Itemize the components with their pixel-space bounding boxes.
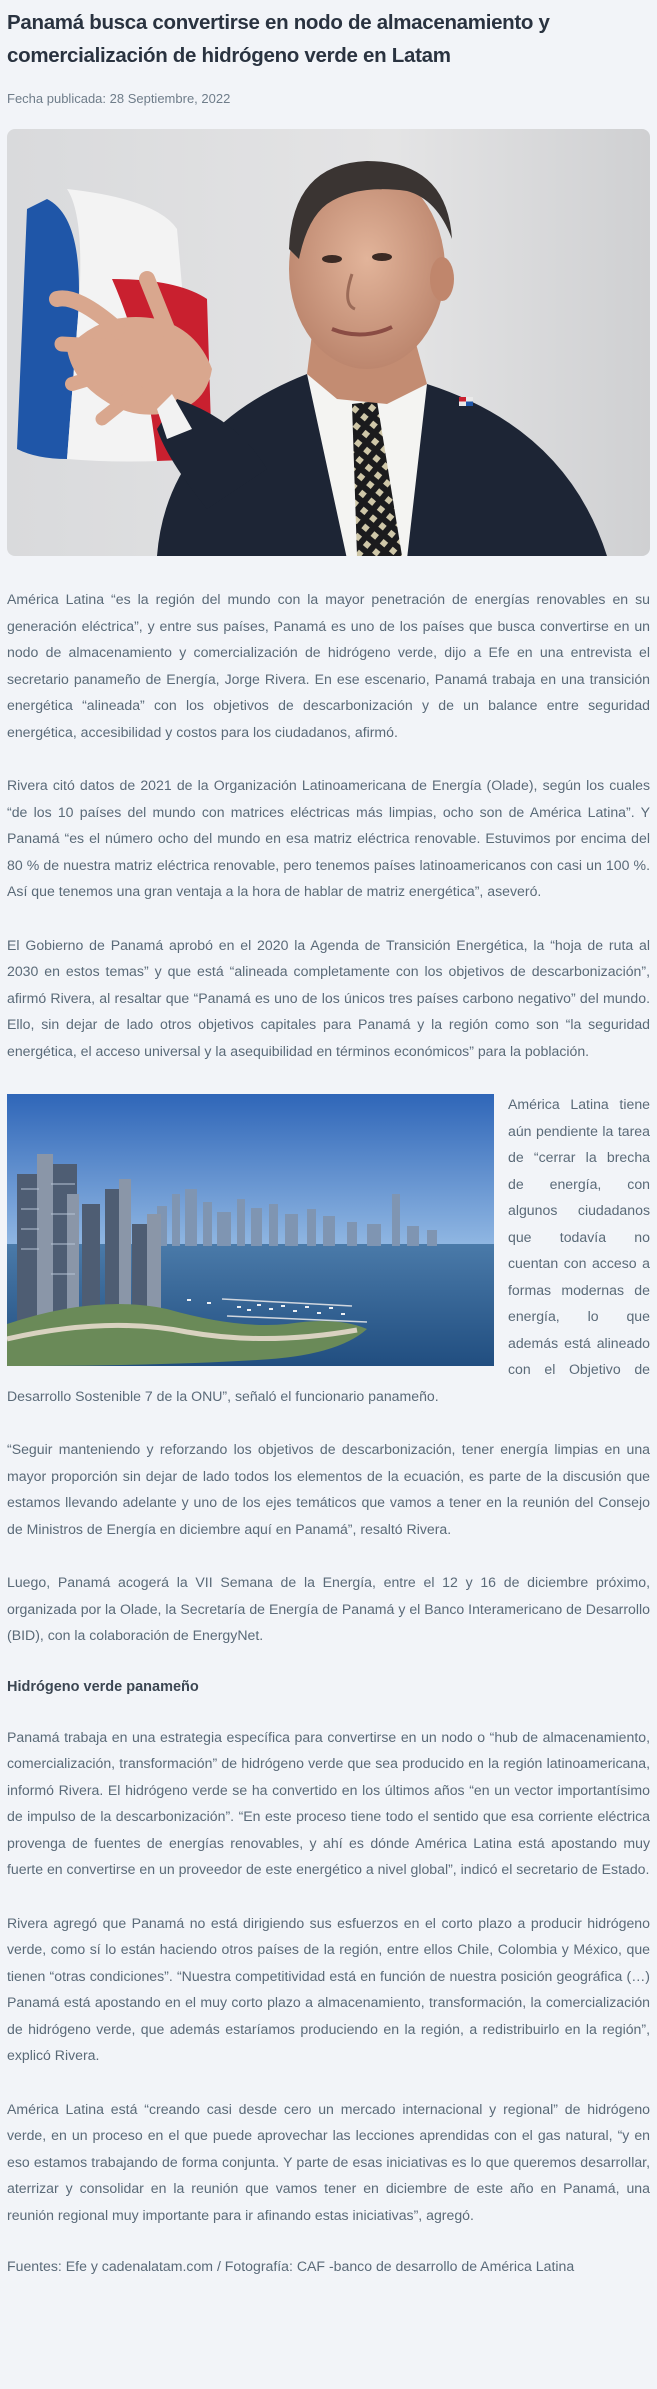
paragraph-4: América Latina tiene aún pendiente la tarea de “cerrar la brecha de energía, con algunos ciudadanos que todavía no cuentan con acceso a formas modernas de energía, lo que además está alineado con el Objetivo de Desarrollo Sostenible 7 de la ONU”, señaló el funcionario panameño. bbox=[7, 1096, 650, 1404]
paragraph-6: Luego, Panamá acogerá la VII Semana de la Energía, entre el 12 y 16 de diciembre próximo, organizada por la Olade, la Secretaría de Energía de Panamá y el Banco Interamericano de Desarrollo (BID), con la colaboración de EnergyNet. bbox=[7, 1574, 650, 1643]
hero-image bbox=[7, 129, 650, 556]
paragraph-5: “Seguir manteniendo y reforzando los objetivos de descarbonización, tener energía limpias en una mayor proporción sin dejar de lado todos los elementos de la ecuación, es parte de la discusión que estamos llevando adelante y uno de los ejes temáticos que vamos a tener en la reunión del Consejo de Ministros de Energía en diciembre aquí en Panamá”, resaltó Rivera. bbox=[7, 1441, 650, 1537]
city-skyline-image bbox=[7, 1094, 494, 1366]
paragraph-2: Rivera citó datos de 2021 de la Organización Latinoamericana de Energía (Olade), según los cuales “de los 10 países del mundo con matrices eléctricas más limpias, ocho son de América Latina”. Y Panamá “es el número ocho del mundo en esa matriz eléctrica renovable. Estuvimos por encima del 80 % de nuestra matriz eléctrica renovable, pero tenemos países latinoamericanos con casi un 100 %. Así que tenemos una gran ventaja a la hora de hablar de matriz energética”, aseveró. bbox=[7, 777, 650, 899]
paragraph-1: América Latina “es la región del mundo con la mayor penetración de energías renovables en su generación eléctrica”, y entre sus países, Panamá es uno de los países que busca convertirse en un nodo de almacenamiento y comercialización de hidrógeno verde, dijo a Efe en una entrevista el secretario panameño de Energía, Jorge Rivera. En ese escenario, Panamá trabaja en una transición energética “alineada” con los objetivos de descarbonización y de un balance entre seguridad energética, accesibilidad y costos para los ciudadanos, afirmó. bbox=[7, 591, 650, 740]
publication-date: Fecha publicada: 28 Septiembre, 2022 bbox=[7, 91, 231, 106]
section-subheading: Hidrógeno verde panameño bbox=[7, 1678, 199, 1695]
sources-credit: Fuentes: Efe y cadenalatam.com / Fotografía: CAF -banco de desarrollo de América Latina bbox=[7, 2258, 575, 2274]
inline-image-block bbox=[7, 1091, 650, 1409]
paragraph-7: Panamá trabaja en una estrategia específica para convertirse en un nodo o “hub de almacenamiento, comercialización, transformación” de hidrógeno verde que sea producido en la región latinoamericana, informó Rivera. El hidrógeno verde se ha convertido en los últimos años “en un vector importantísimo de impulso de la descarbonización”. “En este proceso tiene todo el sentido que esa corriente eléctrica provenga de fuentes de energías renovables, y ahí es dónde América Latina está apostando muy fuerte en convertirse en un proveedor de este energético a nivel global”, indicó el secretario de Estado. bbox=[7, 1728, 650, 1877]
article-title: Panamá busca convertirse en nodo de almacenamiento y comercialización de hidrógeno verde en Latam bbox=[7, 11, 550, 67]
paragraph-8: Rivera agregó que Panamá no está dirigiendo sus esfuerzos en el corto plazo a producir hidrógeno verde, como sí lo están haciendo otros países de la región, entre ellos Chile, Colombia y México, que tienen “otras condiciones”. “Nuestra competitividad está en función de nuestra posición geográfica (…) Panamá está apostando en el muy corto plazo a almacenamiento, transformación, la comercialización de hidrógeno verde, que además estaríamos produciendo en la región, a redistribuirlo en la región”, explicó Rivera. bbox=[7, 1914, 650, 2063]
paragraph-3: El Gobierno de Panamá aprobó en el 2020 la Agenda de Transición Energética, la “hoja de ruta al 2030 en estos temas” y que está “alineada completamente con los objetivos de descarbonización”, afirmó Rivera, al resaltar que “Panamá es uno de los únicos tres países carbono negativo” del mundo. Ello, sin dejar de lado otros objetivos capitales para Panamá y la región como son “la seguridad energética, el acceso universal y la asequibilidad en términos económicos” para la población. bbox=[7, 936, 650, 1059]
paragraph-9: América Latina está “creando casi desde cero un mercado internacional y regional” de hidrógeno verde, en un proceso en el que puede aprovechar las lecciones aprendidas con el gas natural, “y en eso estamos trabajando de forma conjunta. Y parte de esas iniciativas es lo que queremos desarrollar, aterrizar y consolidar en la reunión que vamos tener en diciembre de este año en Panamá, una reunión regional muy importante para ir afinando estas iniciativas”, agregó. bbox=[7, 2100, 650, 2223]
